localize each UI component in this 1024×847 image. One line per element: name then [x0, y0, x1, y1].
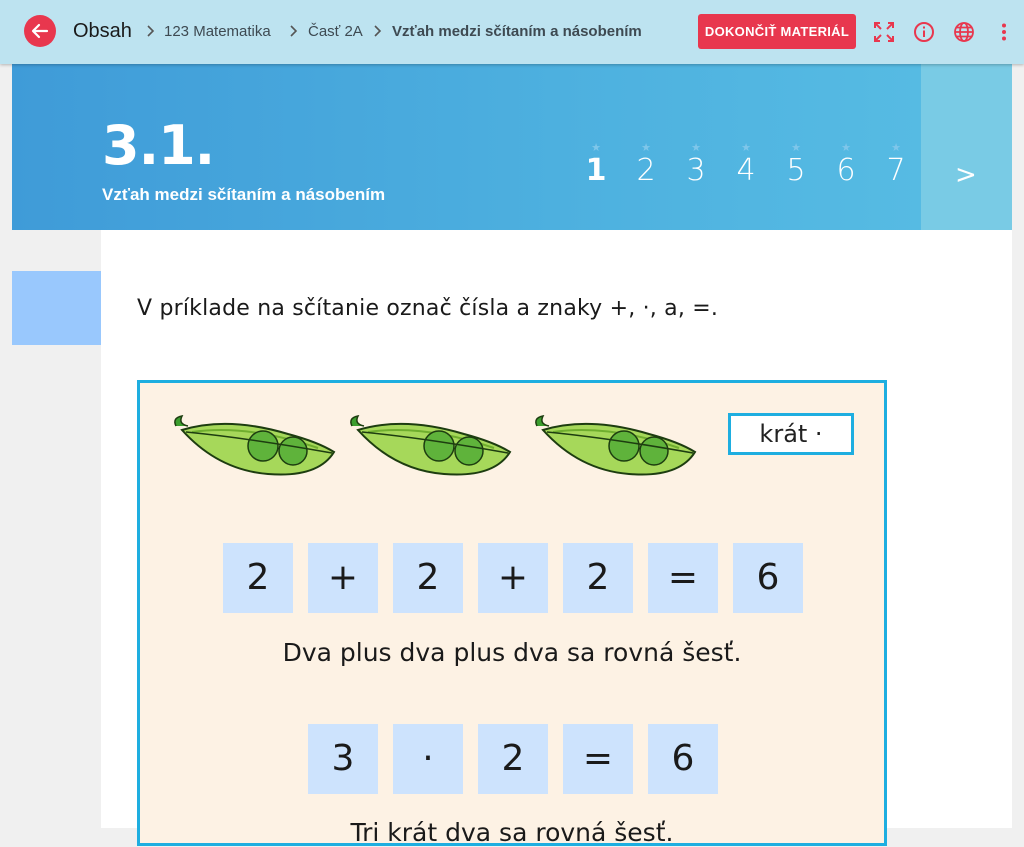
more-vert-icon[interactable]: [992, 20, 1016, 44]
star-icon: ★: [841, 142, 851, 154]
multiplication-tile[interactable]: 2: [478, 724, 548, 794]
step-6[interactable]: ★ 6: [826, 142, 866, 192]
step-3[interactable]: ★ 3: [676, 142, 716, 192]
step-5[interactable]: ★ 5: [776, 142, 816, 192]
fullscreen-icon[interactable]: [872, 20, 896, 44]
addition-tile[interactable]: 6: [733, 543, 803, 613]
addition-tile[interactable]: +: [478, 543, 548, 613]
finish-material-button[interactable]: DOKONČIŤ MATERIÁL: [698, 14, 856, 49]
multiplication-tile[interactable]: 6: [648, 724, 718, 794]
section-title: Vzťah medzi sčítaním a násobením: [102, 185, 386, 204]
section-number: 3.1.: [102, 114, 215, 177]
step-1[interactable]: ★ 1: [576, 142, 616, 192]
addition-tile[interactable]: +: [308, 543, 378, 613]
star-icon: ★: [791, 142, 801, 154]
pea-pod-image: [344, 408, 514, 488]
exercise-instruction: V príklade na sčítanie označ čísla a znaky +, ·, a, =.: [137, 296, 719, 321]
section-header: [12, 64, 921, 230]
step-2[interactable]: ★ 2: [626, 142, 666, 192]
multiplication-tile[interactable]: =: [563, 724, 633, 794]
home-link[interactable]: Obsah: [73, 20, 132, 42]
times-label-box[interactable]: krát ·: [728, 413, 854, 455]
addition-tile[interactable]: 2: [393, 543, 463, 613]
step-4[interactable]: ★ 4: [726, 142, 766, 192]
breadcrumb-current: Vzťah medzi sčítaním a násobením: [392, 23, 642, 40]
pea-pod-image: [168, 408, 338, 488]
chevron-right-icon: >: [955, 160, 977, 190]
addition-tile[interactable]: =: [648, 543, 718, 613]
next-step-button[interactable]: [921, 64, 1012, 230]
chevron-right-icon: [286, 23, 302, 39]
star-icon: ★: [741, 142, 751, 154]
addition-tile[interactable]: 2: [223, 543, 293, 613]
chevron-right-icon: [370, 23, 386, 39]
multiplication-tile[interactable]: 3: [308, 724, 378, 794]
pea-pod-image: [529, 408, 699, 488]
star-icon: ★: [591, 142, 601, 154]
side-accent-marker: [12, 271, 101, 345]
star-icon: ★: [891, 142, 901, 154]
back-button[interactable]: [24, 15, 56, 47]
globe-icon[interactable]: [952, 20, 976, 44]
info-icon[interactable]: [912, 20, 936, 44]
arrow-left-icon: [30, 21, 50, 41]
step-7[interactable]: ★ 7: [876, 142, 916, 192]
breadcrumb-subject[interactable]: 123 Matematika: [164, 23, 271, 40]
top-bar: [0, 0, 1024, 64]
chevron-right-icon: [143, 23, 159, 39]
addition-sentence: Dva plus dva plus dva sa rovná šesť.: [282, 638, 742, 667]
addition-tile[interactable]: 2: [563, 543, 633, 613]
multiplication-tile[interactable]: ·: [393, 724, 463, 794]
multiplication-sentence: Tri krát dva sa rovná šesť.: [350, 818, 674, 847]
breadcrumb-part[interactable]: Časť 2A: [308, 23, 363, 40]
star-icon: ★: [691, 142, 701, 154]
star-icon: ★: [641, 142, 651, 154]
